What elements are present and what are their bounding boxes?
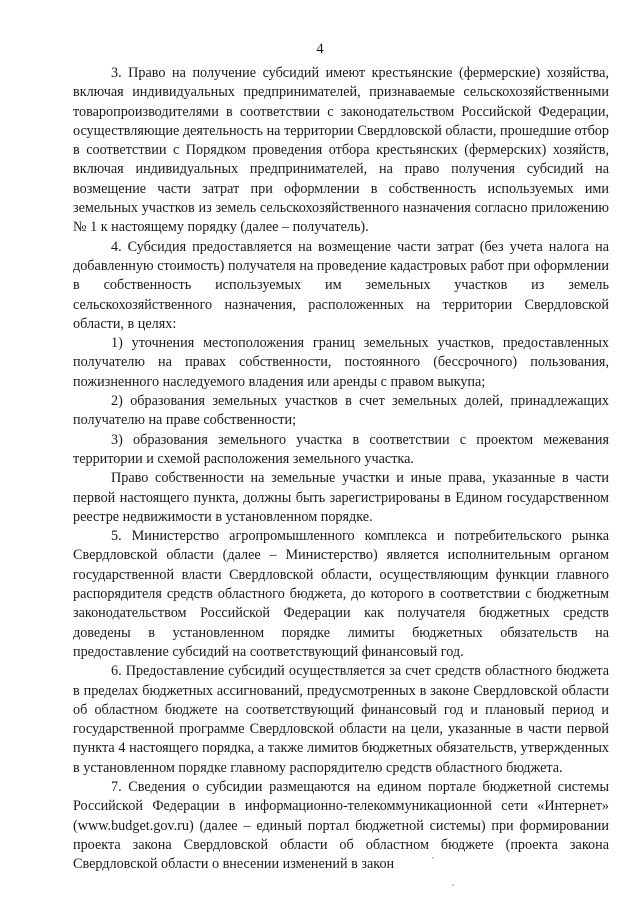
paragraph-item-5: 5. Министерство агропромышленного комплекса и потребительского рынка Свердловской области (далее – Министерство) является исполнительным органом государственной власти Свердловской области, осуществляющим функции главного распорядителя средств областного бюджета, до которого в соответствии с бюджетным законодательством Российской Федерации как получателя бюджетных средств доведены в установленном порядке лимиты бюджетных обязательств на предоставление субсидий на соответствующий финансовый год. bbox=[73, 528, 609, 660]
scan-speck bbox=[452, 884, 454, 886]
paragraph-subitem-1: 1) уточнения местоположения границ земельных участков, предоставленных получателю на правах собственности, постоянного (бессрочного) пользования, пожизненного наследуемого владения или аренды с правом выкупа; bbox=[73, 335, 609, 390]
paragraph-subitem-2: 2) образования земельных участков в счет земельных долей, принадлежащих получателю на праве собственности; bbox=[73, 393, 609, 429]
paragraph-item-3: 3. Право на получение субсидий имеют крестьянские (фермерские) хозяйства, включая индивидуальных предпринимателей, признаваемые сельскохозяйственными товаропроизводителями в соответствии с законодательством Российской Федерации, осуществляющие деятельность на территории Свердловской области, прошедшие отбор в соответствии с Порядком проведения отбора крестьянских (фермерских) хозяйств, включая индивидуальных предпринимателей, на право получения субсидий на возмещение части затрат при оформлении в собственность используемых ими земельных участков из земель сельскохозяйственного назначения согласно приложению № 1 к настоящему порядку (далее – получатель). bbox=[73, 65, 609, 236]
paragraph-ownership-rights: Право собственности на земельные участки и иные права, указанные в части первой настоящего пункта, должны быть зарегистрированы в Едином государственном реестре недвижимости в установленном порядке. bbox=[73, 470, 609, 525]
document-body bbox=[73, 64, 609, 874]
paragraph-subitem-3: 3) образования земельного участка в соответствии с проектом межевания территории и схемой расположения земельного участка. bbox=[73, 431, 609, 467]
paragraph-item-7: 7. Сведения о субсидии размещаются на едином портале бюджетной системы Российской Федерации в информационно-телекоммуникационной сети «Интернет» (www.budget.gov.ru) (далее – единый портал бюджетной системы) при формировании проекта закона Свердловской области об областном бюджете (проекта закона Свердловской области о внесении изменений в закон bbox=[73, 778, 609, 873]
page-number: 4 bbox=[316, 41, 324, 57]
scan-speck bbox=[432, 857, 434, 859]
paragraph-item-4: 4. Субсидия предоставляется на возмещение части затрат (без учета налога на добавленную стоимость) получателя на проведение кадастровых работ при оформлении в собственность используемых им земельных участков из земель сельскохозяйственного назначения, расположенных на территории Свердловской области, в целях: bbox=[73, 238, 609, 332]
paragraph-item-6: 6. Предоставление субсидий осуществляется за счет средств областного бюджета в пределах бюджетных ассигнований, предусмотренных в законе Свердловской области об областном бюджете на соответствующий финансовый год и плановый период и государственной программе Свердловской области на цели, указанные в части первой пункта 4 настоящего порядка, а также лимитов бюджетных обязательств, утвержденных в установленном порядке главному распорядителю средств областного бюджета. bbox=[73, 663, 609, 776]
